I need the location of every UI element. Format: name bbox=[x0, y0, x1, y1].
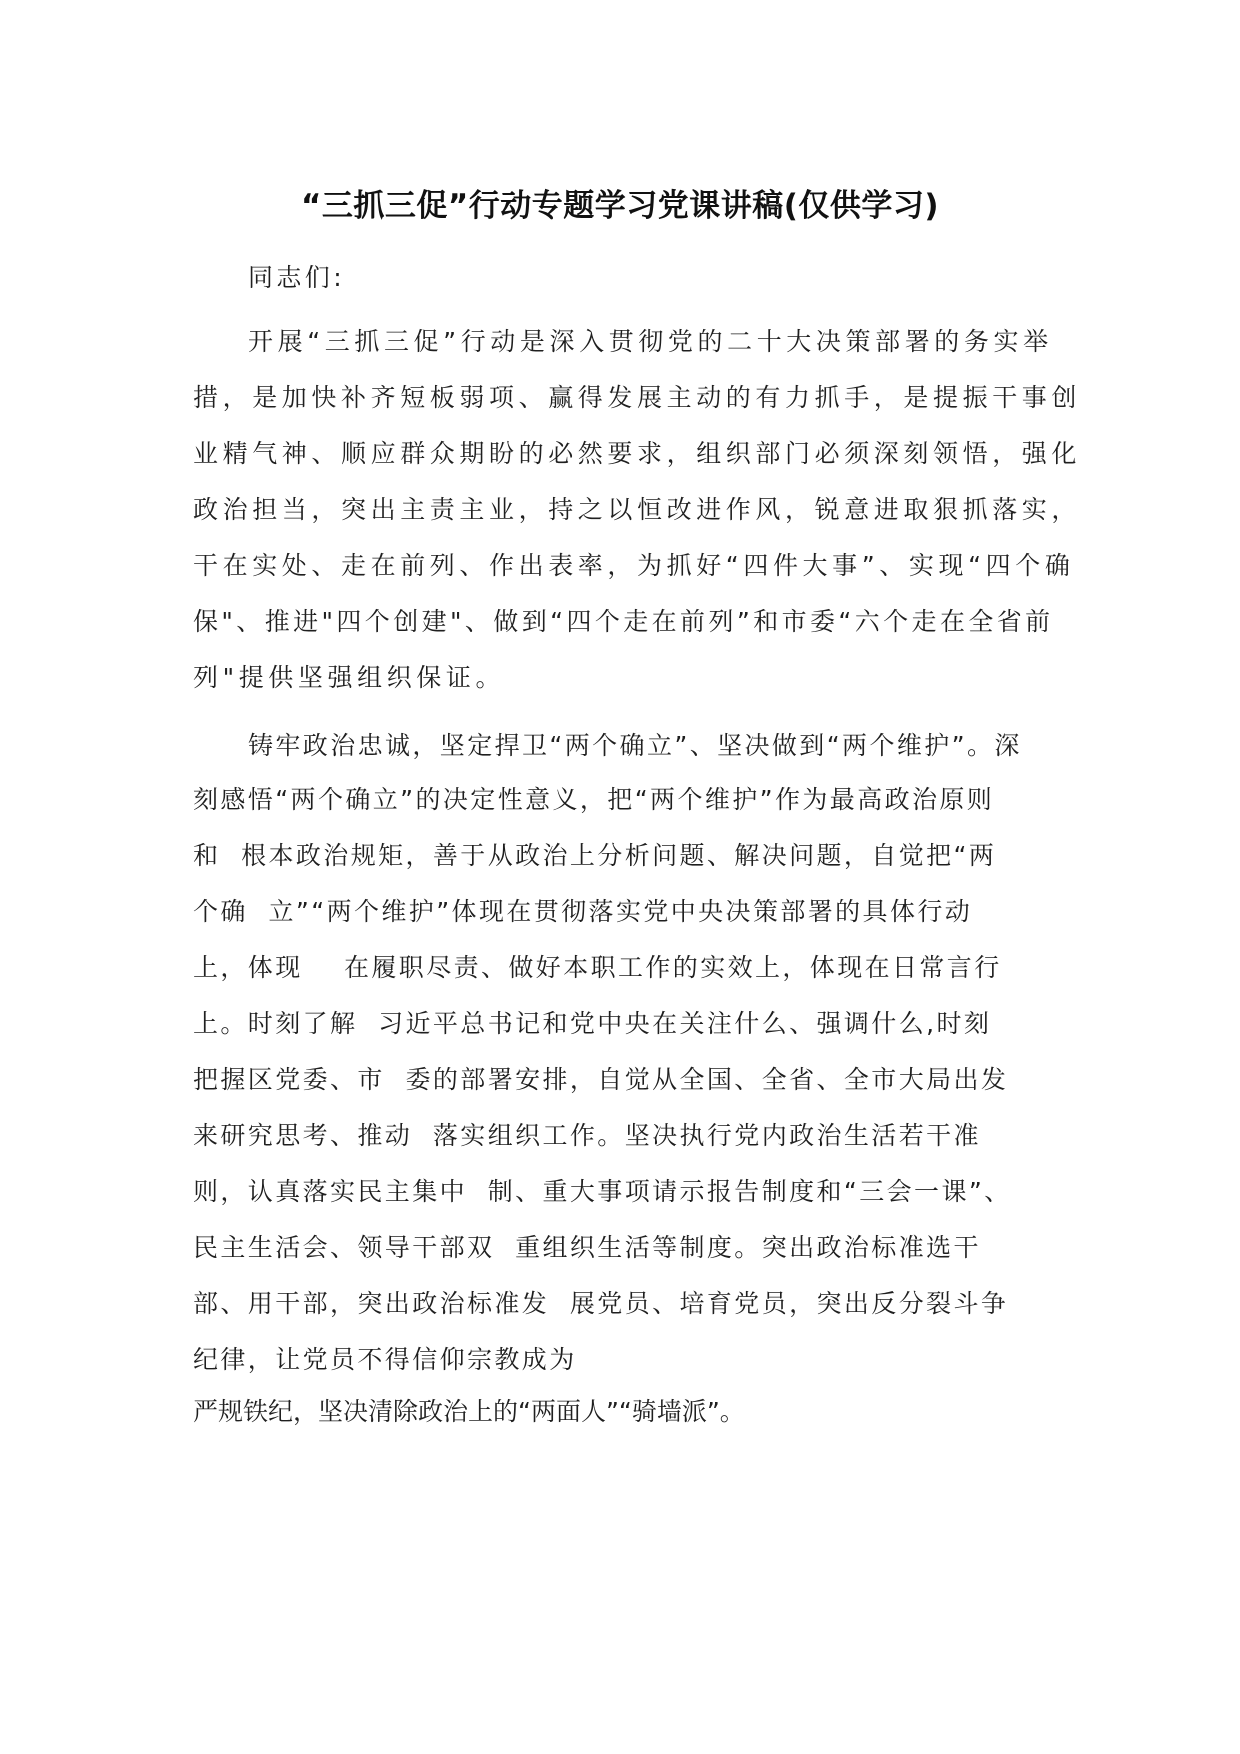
paragraph-2-line: 把握区党委、市 委的部署安排，自觉从全国、全省、全市大局出发 bbox=[193, 1065, 1009, 1094]
paragraph-2-line: 民主生活会、领导干部双 重组织生活等制度。突出政治标准选干 bbox=[193, 1233, 981, 1262]
paragraph-1-line: 保"、推进"四个创建"、做到“四个走在前列”和市委“六个走在全省前 bbox=[193, 607, 1054, 636]
paragraph-2-line: 严规铁纪，坚决清除政治上的“两面人”“骑墙派”。 bbox=[193, 1397, 745, 1426]
salutation: 同志们: bbox=[248, 263, 346, 292]
paragraph-1-line: 开展“三抓三促”行动是深入贯彻党的二十大决策部署的务实举 bbox=[248, 327, 1053, 356]
paragraph-2-line: 个确 立”“两个维护”体现在贯彻落实党中央决策部署的具体行动 bbox=[193, 897, 973, 926]
paragraph-2-line: 来研究思考、推动 落实组织工作。坚决执行党内政治生活若干准 bbox=[193, 1121, 981, 1150]
paragraph-1-line: 措，是加快补齐短板弱项、赢得发展主动的有力抓手，是提振干事创 bbox=[193, 383, 1082, 412]
paragraph-1-line: 干在实处、走在前列、作出表率，为抓好“四件大事”、实现“四个确 bbox=[193, 551, 1075, 580]
paragraph-2-line: 上。时刻了解 习近平总书记和党中央在关注什么、强调什么,时刻 bbox=[193, 1009, 992, 1038]
paragraph-2-line: 部、用干部，突出政治标准发 展党员、培育党员，突出反分裂斗争 bbox=[193, 1289, 1009, 1318]
paragraph-2-line: 上，体现 在履职尽责、做好本职工作的实效上，体现在日常言行 bbox=[193, 953, 1002, 982]
paragraph-2-line: 刻感悟“两个确立”的决定性意义，把“两个维护”作为最高政治原则 bbox=[193, 785, 995, 814]
paragraph-2-line: 和 根本政治规矩，善于从政治上分析问题、解决问题，自觉把“两 bbox=[193, 841, 997, 870]
paragraph-1-line: 业精气神、顺应群众期盼的必然要求，组织部门必须深刻领悟，强化 bbox=[193, 439, 1082, 468]
document-title: “三抓三促”行动专题学习党课讲稿(仅供学习) bbox=[300, 188, 940, 224]
paragraph-1-line: 列"提供坚强组织保证。 bbox=[193, 663, 506, 692]
paragraph-1-line: 政治担当，突出主责主业，持之以恒改进作风，锐意进取狠抓落实， bbox=[193, 495, 1082, 524]
paragraph-2-line: 纪律，让党员不得信仰宗教成为 bbox=[193, 1345, 577, 1374]
paragraph-2-line: 则，认真落实民主集中 制、重大事项请示报告制度和“三会一课”、 bbox=[193, 1177, 1012, 1206]
paragraph-2-line: 铸牢政治忠诚，坚定捍卫“两个确立”、坚决做到“两个维护”。深 bbox=[248, 731, 1022, 760]
